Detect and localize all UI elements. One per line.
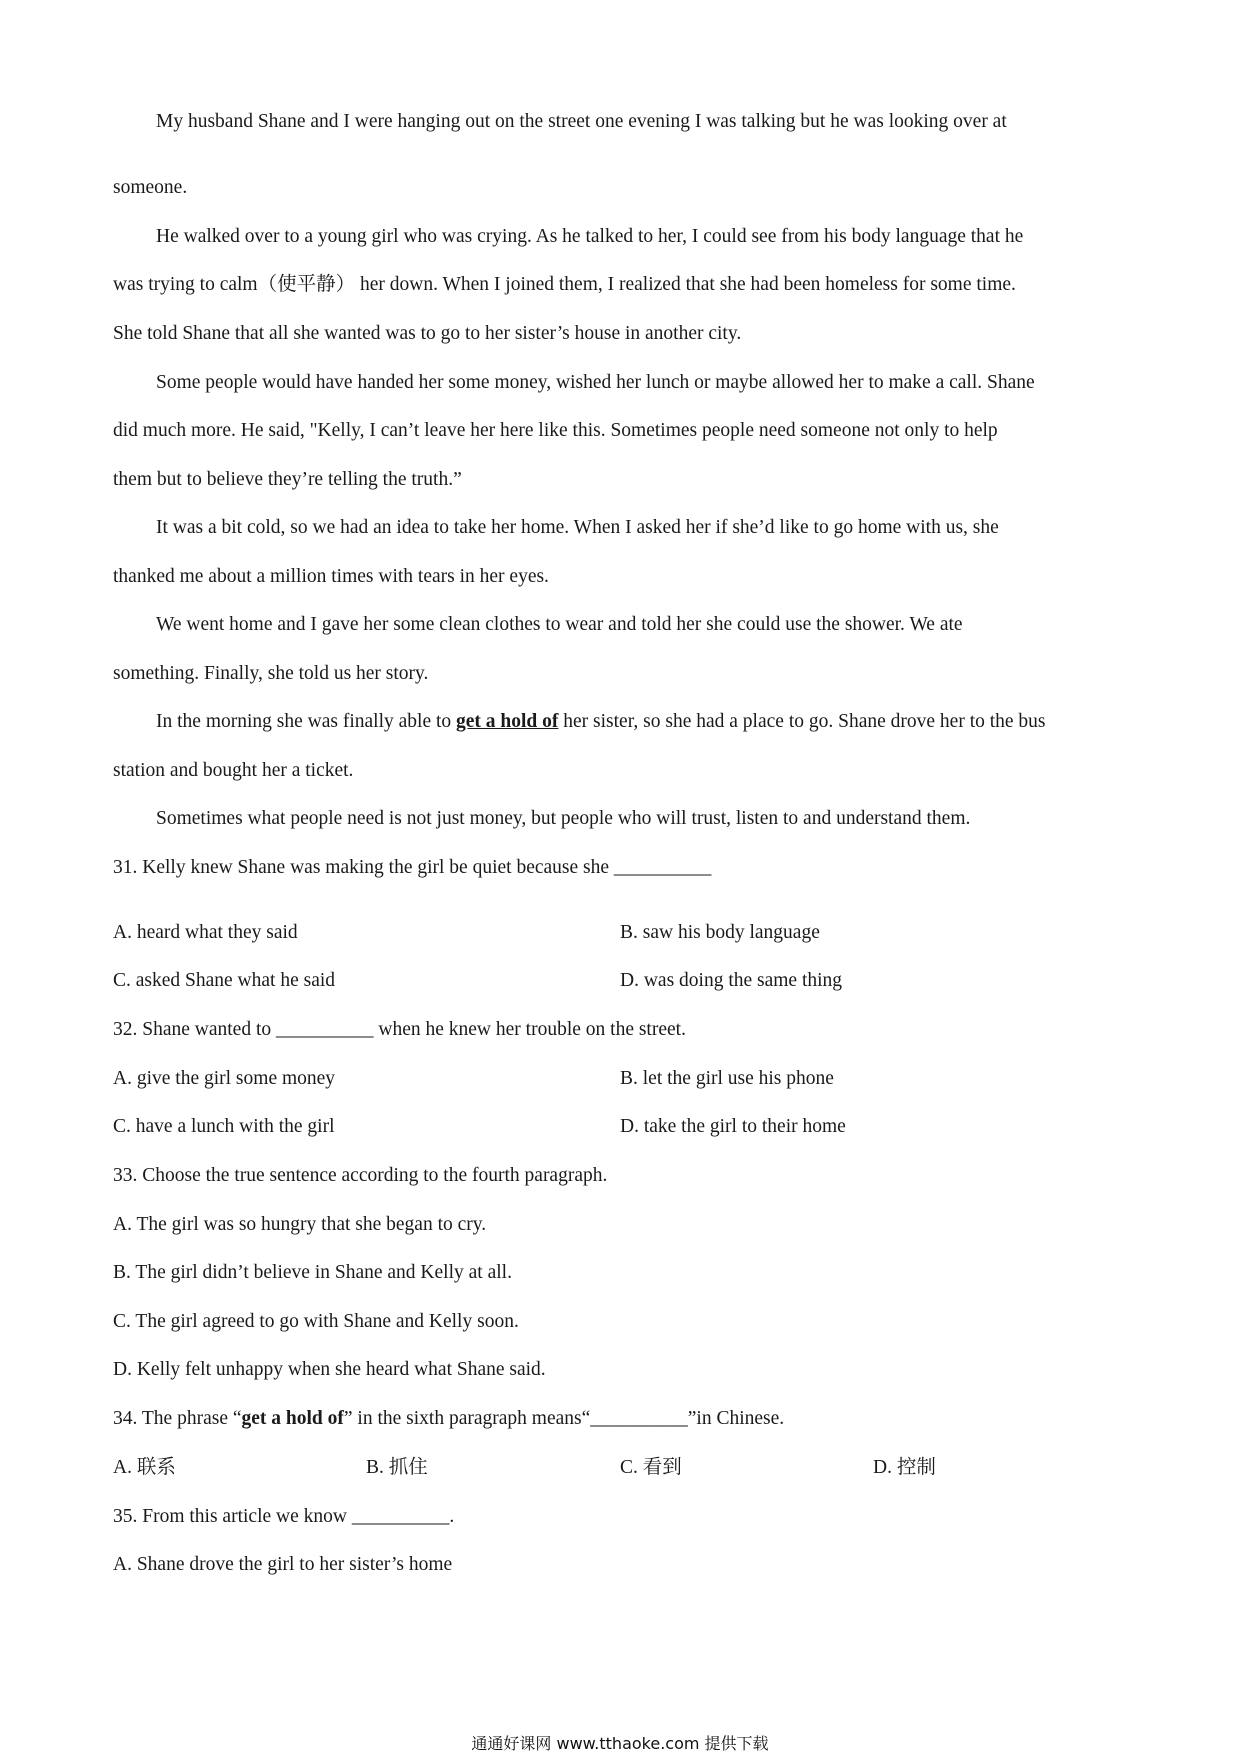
highlighted-phrase: get a hold of [456,711,559,732]
question-34-stem [113,1409,784,1429]
passage-line: It was a bit cold, so we had an idea to take her home. When I asked her if she’d like to go home with us, she [156,517,999,538]
q34-option-a: A. 联系 [113,1457,176,1478]
question-text: ” in the sixth paragraph means“__________”in Chinese. [343,1408,785,1429]
q34-option-b: B. 抓住 [366,1457,428,1478]
q31-option-d: D. was doing the same thing [620,970,843,991]
q31-option-c: C. asked Shane what he said [113,970,336,991]
passage-line: did much more. He said, "Kelly, I can’t leave her here like this. Sometimes people need someone not only to help [113,420,998,441]
q32-option-a: A. give the girl some money [113,1068,336,1089]
bold-phrase: get a hold of [241,1408,344,1429]
q33-option-c: C. The girl agreed to go with Shane and Kelly soon. [113,1311,519,1332]
q32-option-d: D. take the girl to their home [620,1116,846,1137]
q35-option-a: A. Shane drove the girl to her sister’s home [113,1554,453,1575]
question-32-stem: 32. Shane wanted to __________ when he knew her trouble on the street. [113,1019,686,1040]
q31-option-b: B. saw his body language [620,922,820,943]
q32-option-c: C. have a lunch with the girl [113,1116,335,1137]
passage-line: someone. [113,177,188,198]
passage-line: We went home and I gave her some clean clothes to wear and told her she could use the shower. We ate [156,614,963,635]
question-31-stem: 31. Kelly knew Shane was making the girl be quiet because she __________ [113,857,712,878]
passage-line: something. Finally, she told us her story. [113,663,429,684]
passage-line: thanked me about a million times with tears in her eyes. [113,566,549,587]
passage-line: station and bought her a ticket. [113,760,354,781]
passage-line: Sometimes what people need is not just money, but people who will trust, listen to and understand them. [156,808,971,829]
question-35-stem: 35. From this article we know __________. [113,1506,455,1527]
q34-option-d: D. 控制 [873,1457,936,1478]
passage-line: them but to believe they’re telling the truth.” [113,469,462,490]
passage-line: Some people would have handed her some money, wished her lunch or maybe allowed her to make a call. Shane [156,372,1035,393]
q33-option-a: A. The girl was so hungry that she began to cry. [113,1214,487,1235]
passage-text: In the morning she was finally able to [156,711,457,732]
passage-line: My husband Shane and I were hanging out on the street one evening I was talking but he was looking over at [156,111,1007,132]
passage-line: She told Shane that all she wanted was to go to her sister’s house in another city. [113,323,742,344]
q33-option-b: B. The girl didn’t believe in Shane and Kelly at all. [113,1262,512,1283]
page-footer: 通通好课网 www.tthaoke.com 提供下载 [471,1734,769,1753]
passage-line: was trying to calm（使平静） her down. When I joined them, I realized that she had been homeless for some time. [113,274,1016,295]
question-33-stem: 33. Choose the true sentence according to the fourth paragraph. [113,1165,608,1186]
q34-option-c: C. 看到 [620,1457,682,1478]
passage-line [156,712,1046,732]
q33-option-d: D. Kelly felt unhappy when she heard what Shane said. [113,1359,546,1380]
q32-option-b: B. let the girl use his phone [620,1068,834,1089]
question-text: 34. The phrase “ [113,1408,242,1429]
q31-option-a: A. heard what they said [113,922,298,943]
passage-text: her sister, so she had a place to go. Shane drove her to the bus [558,711,1046,732]
passage-line: He walked over to a young girl who was crying. As he talked to her, I could see from his body language that he [156,226,1024,247]
